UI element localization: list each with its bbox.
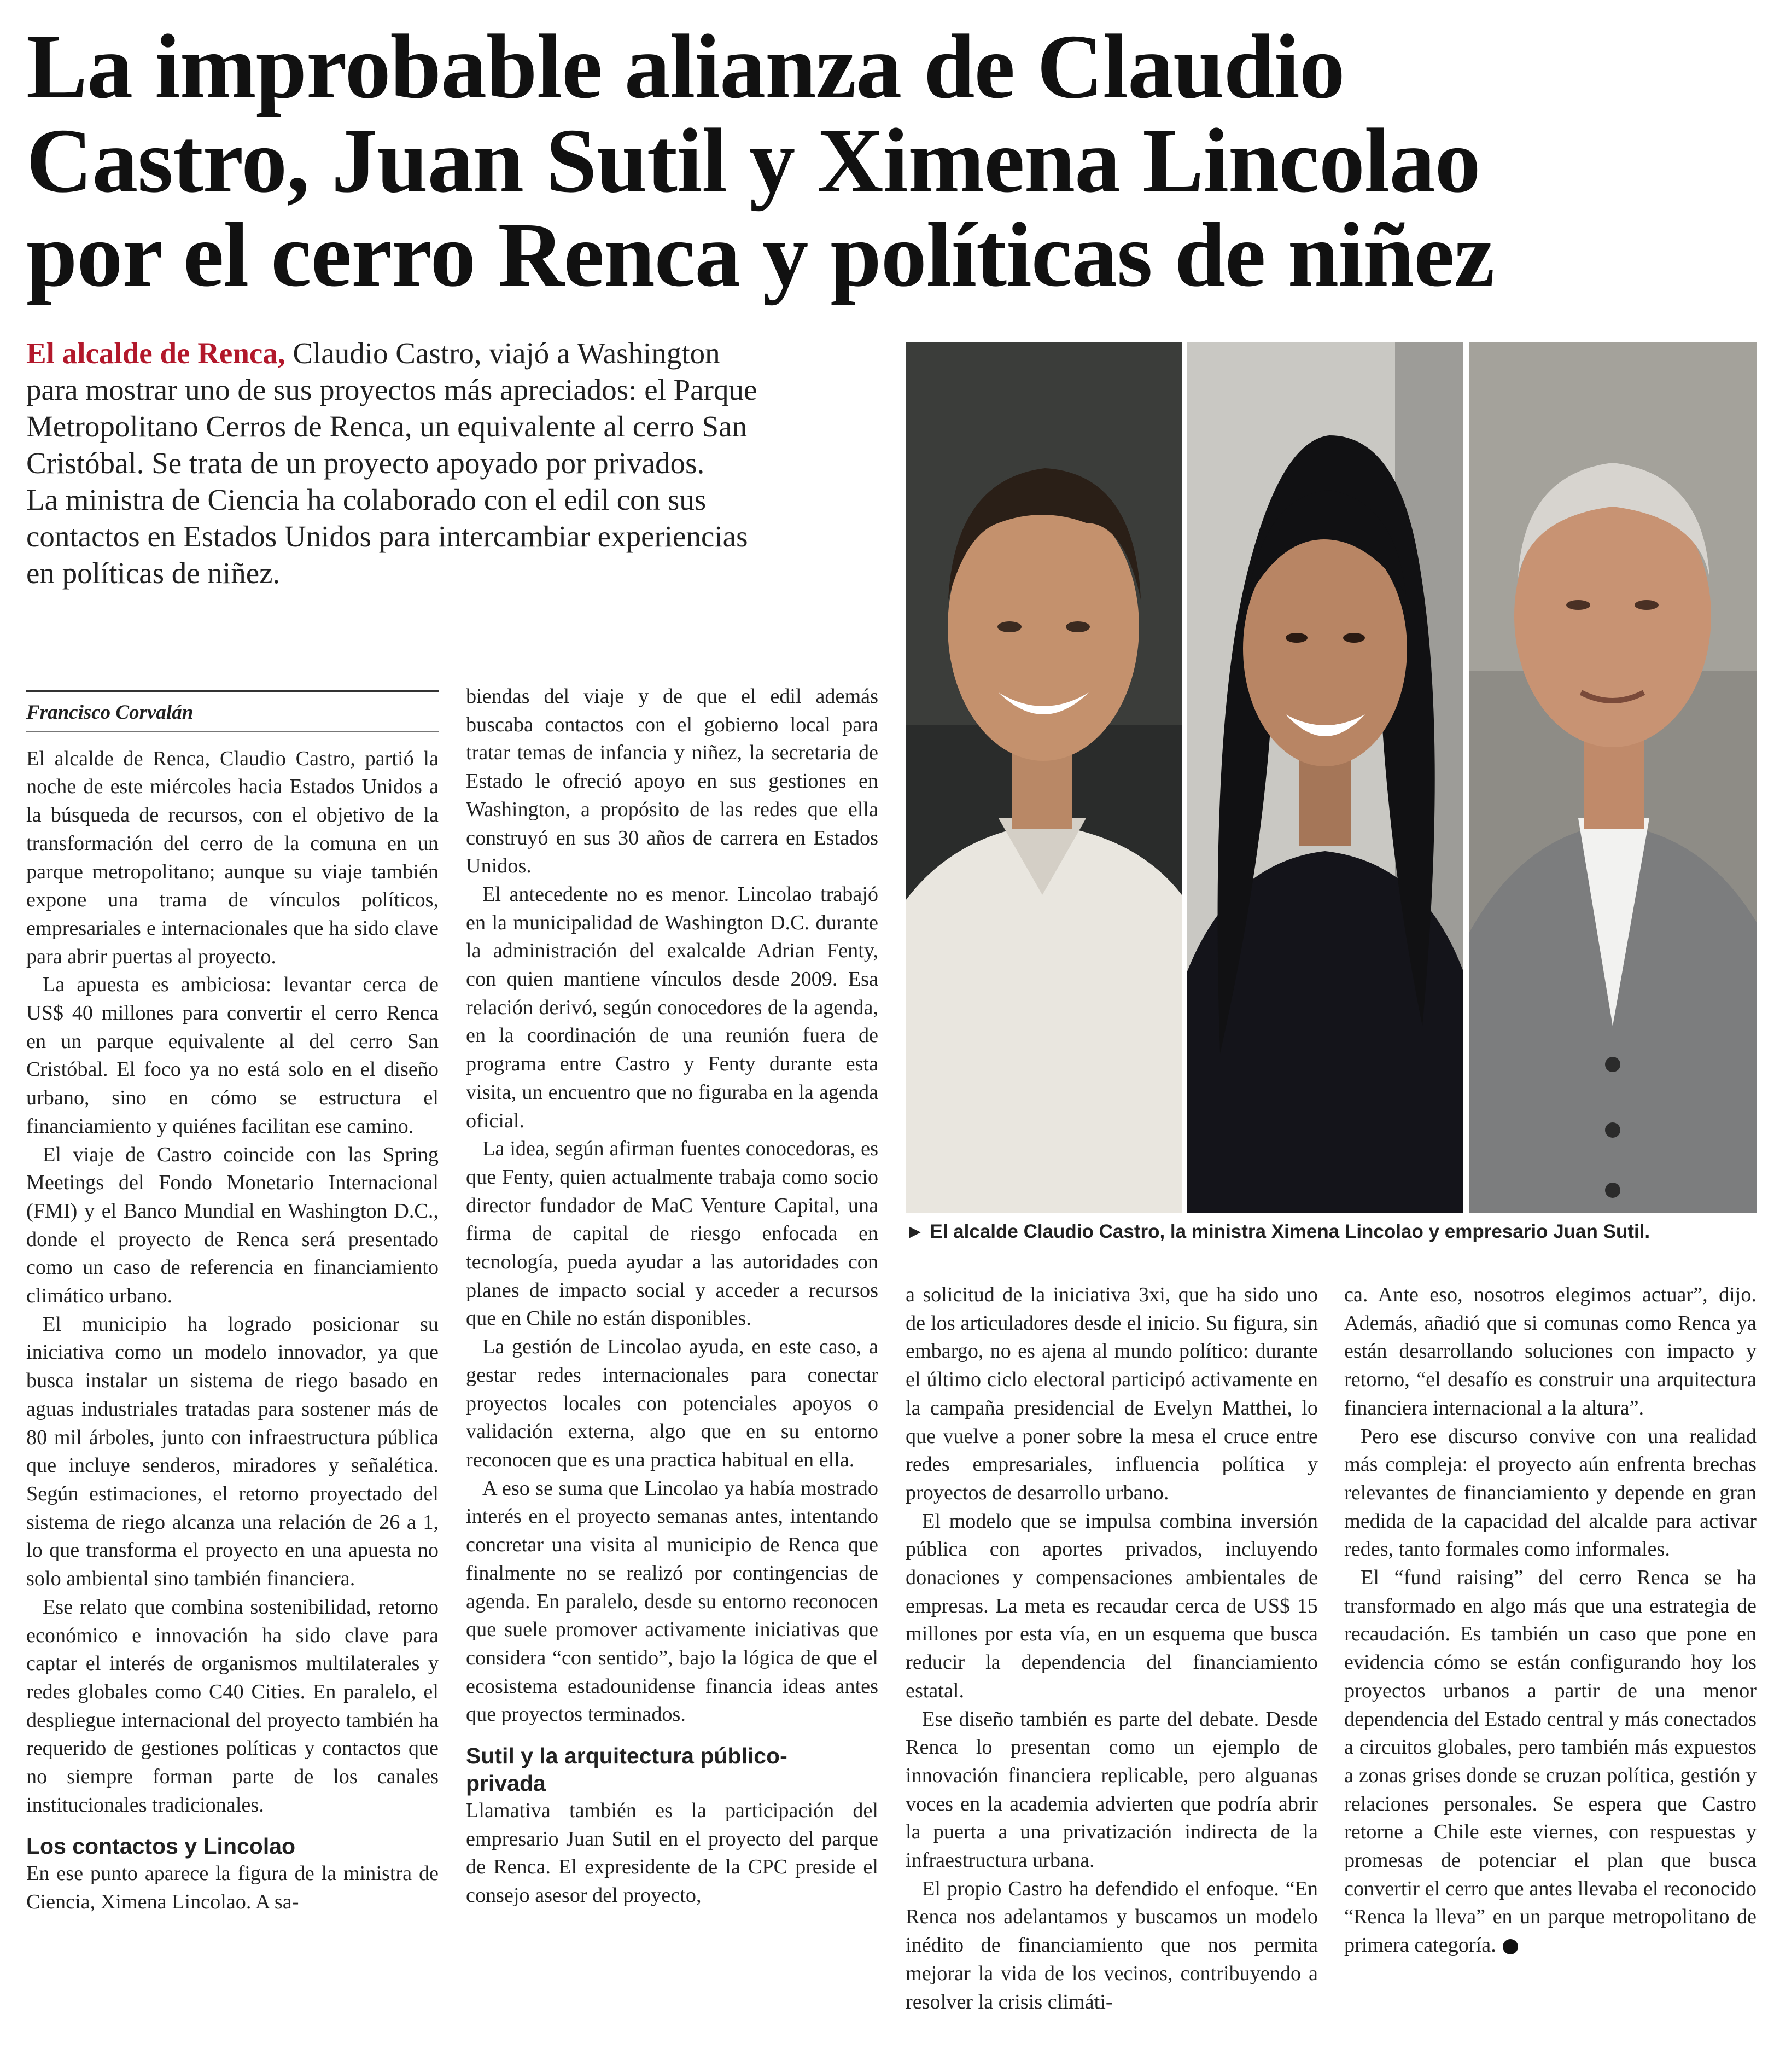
col3-paragraph-4: El propio Castro ha defendido el enfoque. “En Renca nos adelantamos y buscamos un modelo inédito de financiamiento que nos permita mejorar la vida de los vecinos, contribuyendo a resolver la crisis climáti- xyxy=(906,1877,1318,2013)
subhead-sutil-line-1: Sutil y la arquitectura público- xyxy=(466,1743,787,1769)
lead-line-5: La ministra de Ciencia ha colaborado con el edil con sus xyxy=(26,483,707,516)
byline: Francisco Corvalán xyxy=(26,690,439,732)
col1-paragraph-3: El viaje de Castro coincide con las Spring Meetings del Fondo Monetario Internacional (FMI) y el Banco Mundial en Washington D.C., donde el proyecto de Renca será presentado como un caso de referencia en financiamiento climático urbano. xyxy=(26,1143,439,1308)
col2-paragraph-5: A eso se suma que Lincolao ya había mostrado interés en el proyecto semanas antes, intentando concretar una visita al municipio de Renca que finalmente no se realizó por contingencias de agenda. En paralelo, desde su entorno reconocen que suele promover activamente iniciativas que considera “con sentido”, bajo la lógica de que el ecosistema estadounidense financia ideas antes que proyectos terminados. xyxy=(466,1476,878,1726)
col1-paragraph-2: La apuesta es ambiciosa: levantar cerca de US$ 40 millones para convertir el cerro Renca en un parque equivalente al del cerro San Cristóbal. El foco ya no está solo en el diseño urbano, sino en cómo se estructura el financiamiento y quiénes facilitan ese camino. xyxy=(26,973,439,1138)
lead-line-3: Metropolitano Cerros de Renca, un equivalente al cerro San xyxy=(26,410,748,443)
col1-paragraph-1: El alcalde de Renca, Claudio Castro, partió la noche de este miércoles hacia Estados Unidos a la búsqueda de recursos, con el objetivo de la transformación del cerro de la comuna en un parque metropolitano; aunque su viaje también expone una trama de vínculos políticos, empresariales e internacionales que ha sido clave para abrir puertas al proyecto. xyxy=(26,747,439,968)
portrait-claudio-castro xyxy=(906,342,1182,1213)
lead-line-1 xyxy=(26,335,879,371)
lead-line-2: para mostrar uno de sus proyectos más apreciados: el Parque xyxy=(26,373,757,406)
article-column-3 xyxy=(906,1281,1318,2016)
end-of-article-mark xyxy=(1503,1939,1518,1954)
col2-paragraph-3: La idea, según afirman fuentes conocedoras, es que Fenty, quien actualmente trabaja como socio director fundador de MaC Venture Capital, una firma de capital de riesgo enfocada en tecnología, pueda ayudar a las autoridades con planes de impacto social y acceder a recursos que en Chile no están disponibles. xyxy=(466,1137,878,1330)
headline-line-2: Castro, Juan Sutil y Ximena Lincolao xyxy=(26,110,1480,212)
portrait-ximena-lincolao xyxy=(1187,342,1463,1213)
col1-paragraph-5: Ese relato que combina sostenibilidad, retorno económico e innovación ha sido clave para captar el interés de organismos multilaterales y redes globales como C40 Cities. En paralelo, el despliegue internacional del proyecto también ha requerido de gestiones políticas y contactos que no siempre forman parte de los canales institucionales tradicionales. xyxy=(26,1595,439,1817)
col4-paragraph-1: ca. Ante eso, nosotros elegimos actuar”, dijo. Además, añadió que si comunas como Renca ya están desarrollando soluciones con impacto y retorno, “el desafío es construir una arquitectura financiera internacional a la altura”. xyxy=(1344,1283,1757,1419)
lead-line-4: Cristóbal. Se trata de un proyecto apoyado por privados. xyxy=(26,446,705,480)
lead-kicker: El alcalde de Renca, xyxy=(26,336,285,370)
lead-paragraph xyxy=(26,335,879,591)
col3-paragraph-3: Ese diseño también es parte del debate. Desde Renca lo presentan como un ejemplo de innovación financiera replicable, pero alguanas voces en la academia advierten que podría abrir la puerta a una privatización indirecta de la infraestructura urbana. xyxy=(906,1707,1318,1872)
subhead-los-contactos: Los contactos y Lincolao xyxy=(26,1834,296,1859)
article-column-4 xyxy=(1344,1281,1757,1960)
photo-caption: ► El alcalde Claudio Castro, la ministra Ximena Lincolao y empresario Juan Sutil. xyxy=(906,1221,1650,1242)
col4-paragraph-3-wrap xyxy=(1344,1564,1757,1960)
col4-paragraph-3: El “fund raising” del cerro Renca se ha transformado en algo más que una estrategia de recaudación. Es también un caso que pone en evidencia cómo se están configurando hoy los proyectos urbanos a partir de una menor dependencia del Estado central y más conectados a circuitos globales, pero también más expuestos a zonas grises donde se cruzan política, gestión y relaciones personales. Se espera que Castro retorne a Chile este viernes, con respuestas y promesas de potenciar el plan que busca convertir el cerro que antes llevaba el reconocido “Renca la lleva” en un parque metropolitano de primera categoría. xyxy=(1344,1566,1757,1957)
subhead-sutil xyxy=(466,1742,878,1797)
col1-paragraph-6: En ese punto aparece la figura de la ministra de Ciencia, Ximena Lincolao. A sa- xyxy=(26,1862,439,1914)
lead-line-7: en políticas de niñez. xyxy=(26,556,281,590)
portrait-juan-sutil xyxy=(1469,342,1757,1213)
col2-paragraph-1: biendas del viaje y de que el edil además buscaba contactos con el gobierno local para tratar temas de infancia y niñez, la secretaria de Estado le ofreció apoyo en sus gestiones en Washington, a propósito de las redes que ella construyó en sus 30 años de carrera en Estados Unidos. xyxy=(466,685,878,878)
col2-paragraph-2: El antecedente no es menor. Lincolao trabajó en la municipalidad de Washington D.C. durante la administración del exalcalde Adrian Fenty, con quien mantiene vínculos desde 2009. Esa relación derivó, según conocedores de la agenda, en la coordinación de una reunión fuera de programa entre Castro y Fenty durante esta visita, un encuentro que no figuraba en la agenda oficial. xyxy=(466,882,878,1132)
col2-paragraph-6: Llamativa también es la participación del empresario Juan Sutil en el proyecto del parque de Renca. El expresidente de la CPC preside el consejo asesor del proyecto, xyxy=(466,1799,878,1907)
headline xyxy=(26,16,1749,306)
lead-line-1-text: Claudio Castro, viajó a Washington xyxy=(285,336,720,370)
article-column-2 xyxy=(466,683,878,1910)
col3-paragraph-2: El modelo que se impulsa combina inversión pública con aportes privados, incluyendo donaciones y compensaciones ambientales de empresas. La meta es recaudar cerca de US$ 15 millones por esta vía, en un esquema que busca reducir la dependencia del financiamiento estatal. xyxy=(906,1509,1318,1702)
col1-paragraph-4: El municipio ha logrado posicionar su iniciativa como un modelo innovador, ya que busca instalar un sistema de riego basado en aguas industriales tratadas para sostener más de 80 mil árboles, junto con infraestructura pública que incluye senderos, miradores y señalética. Según estimaciones, el retorno proyectado del sistema de riego alcanza una relación de 26 a 1, lo que transforma el proyecto en una apuesta no solo ambiental sino también financiera. xyxy=(26,1312,439,1591)
headline-line-1: La improbable alianza de Claudio xyxy=(26,16,1345,118)
lead-line-6: contactos en Estados Unidos para intercambiar experiencias xyxy=(26,520,748,553)
col4-paragraph-2: Pero ese discurso convive con una realidad más compleja: el proyecto aún enfrenta brechas relevantes de financiamiento y depende en gran medida de la capacidad del alcalde para activar redes, tanto formales como informales. xyxy=(1344,1424,1757,1561)
article-column-1 xyxy=(26,690,439,1917)
headline-line-3: por el cerro Renca y políticas de niñez xyxy=(26,204,1495,306)
subhead-sutil-line-2: privada xyxy=(466,1771,546,1796)
photo-collage xyxy=(906,342,1757,1213)
col3-paragraph-1: a solicitud de la iniciativa 3xi, que ha sido uno de los articuladores desde el inicio. Su figura, sin embargo, no es ajena al mundo político: durante el último ciclo electoral participó activamente en la campaña presidencial de Evelyn Matthei, lo que vuelve a poner sobre la mesa el cruce entre redes empresariales, influencia política y proyectos de desarrollo urbano. xyxy=(906,1283,1318,1504)
col2-paragraph-4: La gestión de Lincolao ayuda, en este caso, a gestar redes internacionales para conectar proyectos locales con potenciales apoyos o validación externa, algo que en su entorno reconocen que es una practica habitual en ella. xyxy=(466,1335,878,1471)
